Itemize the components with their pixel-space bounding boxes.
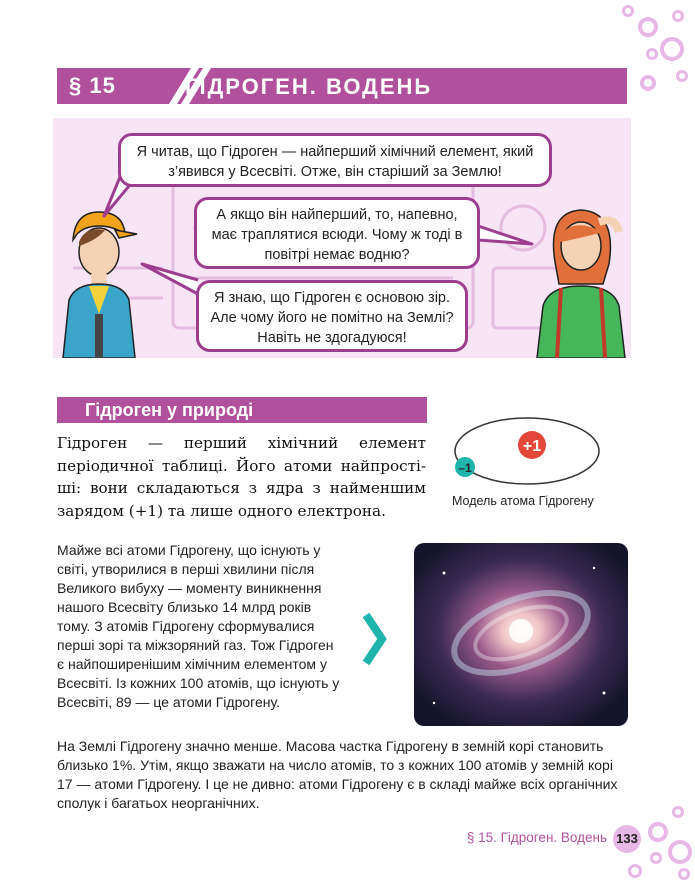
subsection-title: Гідроген у природі (85, 400, 254, 420)
decor-circle (660, 37, 684, 61)
speech-tail-icon (476, 220, 536, 250)
subsection-header (57, 397, 427, 423)
hydrogen-atom-model (452, 415, 602, 487)
galaxy-image (414, 543, 628, 726)
section-title: ГІДРОГЕН. ВОДЕНЬ (185, 74, 433, 99)
atom-caption: Модель атома Гідрогену (452, 494, 594, 508)
big-bang-paragraph: Майже всі атоми Гідрогену, що існують у світі, утворилися в перші хвилини після Великого вибуху — моменту виникнення нашого Всесвіту близько 14 млрд років тому. З атомів Гідрогену сформувалися перші зорі та міжзоряний газ. Тож Гідроген є найпоширенішим хімічним елементом у Всесвіті. Із кожних 100 атомів, що існують у Всесвіті, 89 — це атоми Гідрогену. (57, 542, 340, 710)
nucleus-charge-label: +1 (522, 438, 542, 455)
earth-paragraph: На Землі Гідрогену значно менше. Масова частка Гідрогену в земній корі становить близько 1%. Утім, якщо зважати на число атомів, то з кожних 100 атомів у земній корі 17 — атоми Гідрогену. І це не дивно: атоми Гідрогену є в складі майже всіх органічних сполук і багатьох неорганічних. (57, 738, 618, 811)
decor-circle (648, 822, 668, 842)
decor-circle (646, 48, 658, 60)
decor-circle (622, 5, 634, 17)
decor-circle (638, 17, 658, 37)
speech-bubble-girl: А якщо він найперший, то, напевно, має траплятися всюди. Чому ж тоді в повітрі немає водню? (194, 197, 480, 269)
decor-circle (672, 10, 684, 22)
decor-circle (668, 840, 692, 864)
decor-circle (628, 864, 642, 878)
speech-bubble-boy-1: Я читав, що Гідроген — найперший хімічний елемент, який з’явився у Всесвіті. Отже, він старіший за Землю! (118, 133, 552, 187)
decor-circle (650, 852, 662, 864)
decor-circle (640, 75, 656, 91)
decor-circle (672, 806, 684, 818)
page-number: 133 (613, 825, 641, 853)
speech-tail-icon (138, 262, 200, 302)
girl-character-illustration (531, 202, 629, 358)
chevron-right-icon (362, 611, 388, 667)
decor-circle (678, 868, 690, 880)
boy-character-illustration (55, 204, 141, 358)
footer-running-title: § 15. Гідроген. Водень (466, 830, 607, 845)
intro-paragraph: Гідроген — перший хімічний елемент періодичної таблиці. Його атоми найпростіші: вони складаються з ядра з найменшим зарядом (+1) та лише одного електрона. (57, 434, 426, 520)
speech-bubble-boy-2: Я знаю, що Гідроген є основою зір. Але чому його не помітно на Землі? Навіть не здогадуюся! (196, 280, 468, 352)
section-number: § 15 (69, 73, 116, 98)
decor-circle (676, 70, 688, 82)
section-header (57, 68, 627, 104)
electron-charge-label: –1 (458, 461, 472, 475)
